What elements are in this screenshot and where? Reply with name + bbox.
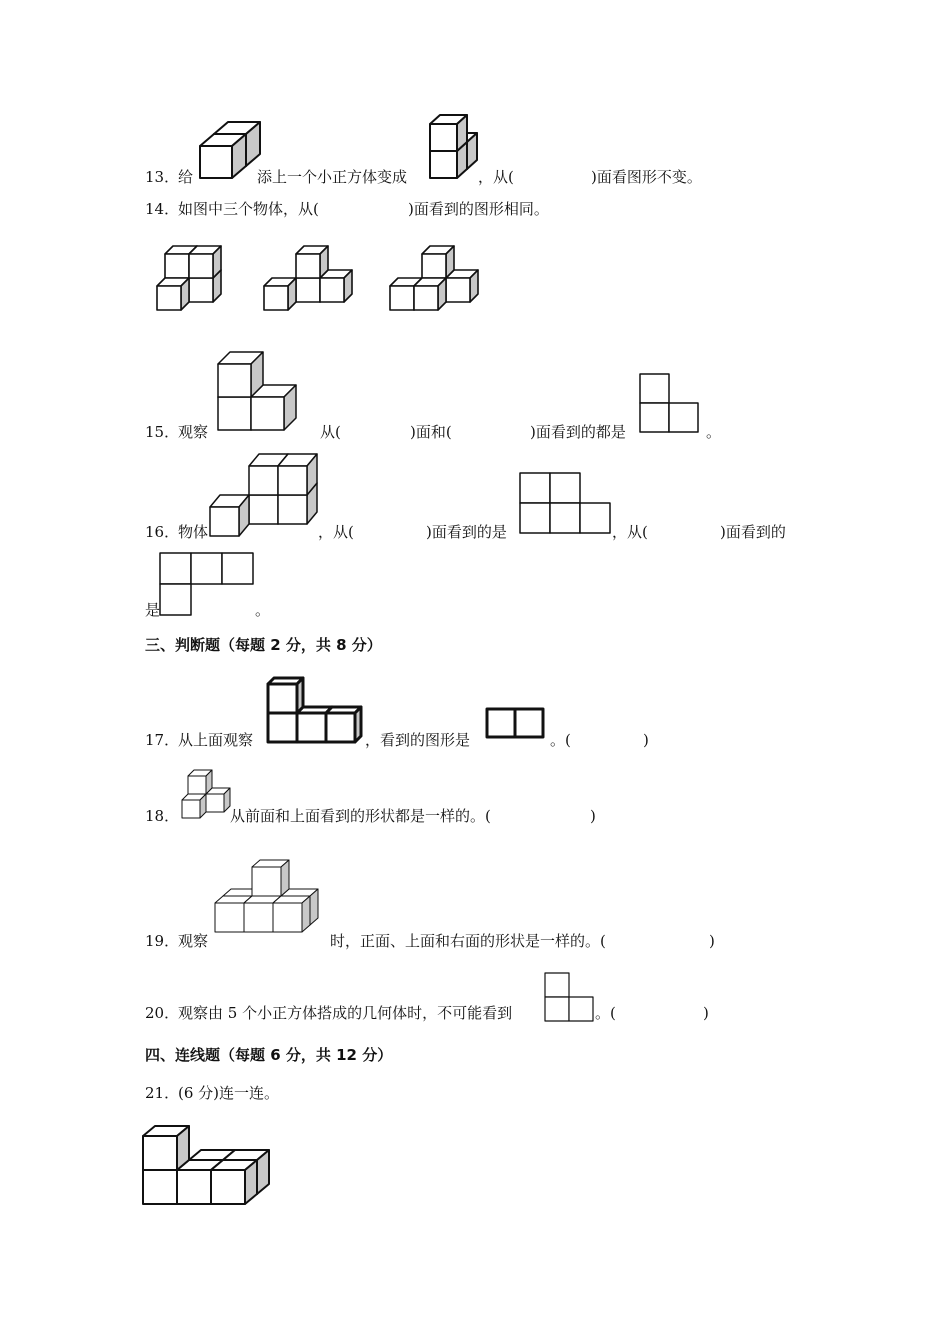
cube-face: [244, 903, 273, 932]
cube-face: [189, 254, 213, 278]
cube-face: [143, 1136, 177, 1170]
cube-face: [302, 896, 310, 932]
cube-face: [218, 397, 251, 430]
cube-face: [206, 794, 224, 812]
q16-text-c: )面看到的是: [426, 523, 507, 541]
cube-face: [160, 553, 191, 584]
q16-text-g: 。: [255, 601, 271, 619]
cube-face: [251, 397, 284, 430]
cube-face: [569, 997, 593, 1021]
cube-face: [165, 254, 189, 278]
cube-face: [281, 860, 289, 896]
q19-text-b: 时，正面、上面和右面的形状是一样的。(: [330, 932, 606, 950]
cube-face: [249, 466, 278, 495]
q20-text-c: ): [703, 1004, 709, 1022]
q20-number: 20．: [145, 1004, 180, 1022]
cube-face: [278, 466, 307, 495]
q15-text-e: 。: [706, 423, 722, 441]
cube-face: [210, 507, 239, 536]
cube-face: [669, 403, 698, 432]
cube-face: [430, 151, 457, 178]
cube-face: [297, 713, 326, 742]
cube-face: [446, 278, 470, 302]
cube-face: [580, 503, 610, 533]
q17-text-d: ): [643, 731, 649, 749]
q14-text: 如图中三个物体，从(: [178, 200, 319, 218]
q15-figure: [216, 334, 316, 434]
cube-face: [268, 713, 297, 742]
cube-face: [545, 997, 569, 1021]
cube-face: [188, 776, 206, 794]
q19-figure: [213, 852, 328, 937]
cube-face: [320, 278, 344, 302]
q16-text-b: ，从(: [318, 523, 354, 541]
q15-text-b: 从(: [320, 423, 341, 441]
cube-face: [215, 903, 244, 932]
cube-face: [273, 903, 302, 932]
cube-face: [310, 889, 318, 925]
q17-text-a: 从上面观察: [178, 731, 254, 749]
cube-face: [422, 254, 446, 278]
cube-face: [430, 124, 457, 151]
section-3-heading: 三、判断题（每题 2 分，共 8 分）: [145, 636, 382, 654]
cube-face: [189, 278, 213, 302]
q17-number: 17．: [145, 731, 180, 749]
q18-text-a: 从前面和上面看到的形状都是一样的。(: [230, 807, 491, 825]
cube-face: [390, 286, 414, 310]
cube-face: [326, 713, 355, 742]
q13-figure-after: [428, 118, 478, 182]
q13-text-c: ，从(: [478, 168, 514, 186]
q16-figure: [208, 452, 323, 542]
section-4-heading: 四、连线题（每题 6 分，共 12 分）: [145, 1046, 393, 1064]
q16-text-a: 物体: [178, 523, 209, 541]
q16-view-1: [518, 471, 612, 535]
q13-text-a: 给: [178, 168, 194, 186]
cube-face: [177, 1170, 211, 1204]
q13-number: 13．: [145, 168, 180, 186]
cube-face: [640, 374, 669, 403]
cube-face: [143, 1170, 177, 1204]
q18-text-b: ): [590, 807, 596, 825]
q15-view: [638, 372, 700, 434]
q16-text-e: )面看到的: [720, 523, 786, 541]
q16-text-f: 是: [145, 601, 161, 619]
cube-face: [211, 1170, 245, 1204]
cube-face: [414, 286, 438, 310]
q14-figure-1: [155, 240, 225, 315]
cube-face: [252, 867, 281, 896]
cube-face: [545, 973, 569, 997]
q14-figure-3: [388, 240, 473, 315]
cube-face: [296, 278, 320, 302]
cube-face: [520, 503, 550, 533]
q21-number: 21．: [145, 1084, 180, 1102]
q15-text-c: )面和(: [410, 423, 452, 441]
q16-view-2: [158, 551, 255, 617]
cube-face: [520, 473, 550, 503]
q14-text-end: )面看到的图形相同。: [408, 200, 549, 218]
q17-figure: [266, 672, 366, 747]
q16-number: 16．: [145, 523, 180, 541]
q19-text-c: ): [709, 932, 715, 950]
q18-number: 18．: [145, 807, 180, 825]
q17-text-c: 。(: [550, 731, 571, 749]
q20-text-a: 观察由 5 个小正方体搭成的几何体时，不可能看到: [178, 1004, 513, 1022]
cube-face: [515, 709, 543, 737]
q21-figure: [141, 1110, 276, 1210]
cube-face: [160, 584, 191, 615]
cube-face: [268, 684, 297, 713]
q14-figure-2: [262, 240, 357, 315]
q19-text-a: 观察: [178, 932, 209, 950]
cube-face: [200, 146, 232, 178]
q21-text: (6 分)连一连。: [178, 1084, 280, 1102]
q18-figure: [180, 772, 235, 822]
cube-face: [182, 800, 200, 818]
cube-face: [218, 364, 251, 397]
q13-figure-before: [198, 122, 258, 182]
q15-number: 15．: [145, 423, 180, 441]
cube-face: [264, 286, 288, 310]
cube-face: [278, 495, 307, 524]
cube-face: [296, 254, 320, 278]
q20-view: [543, 971, 595, 1023]
cube-face: [550, 503, 580, 533]
q15-text-d: )面看到的都是: [530, 423, 626, 441]
q13-text-d: )面看图形不变。: [591, 168, 702, 186]
cube-face: [191, 553, 222, 584]
cube-face: [249, 495, 278, 524]
cube-face: [640, 403, 669, 432]
cube-face: [222, 553, 253, 584]
q19-number: 19．: [145, 932, 180, 950]
cube-face: [157, 286, 181, 310]
q16-text-d: ，从(: [612, 523, 648, 541]
q15-text-a: 观察: [178, 423, 209, 441]
q13-text-b: 添上一个小正方体变成: [257, 168, 408, 186]
cube-face: [487, 709, 515, 737]
q14-number: 14．: [145, 200, 180, 218]
q17-view: [485, 707, 545, 739]
q20-text-b: 。(: [595, 1004, 616, 1022]
cube-face: [550, 473, 580, 503]
q17-text-b: ，看到的图形是: [365, 731, 471, 749]
